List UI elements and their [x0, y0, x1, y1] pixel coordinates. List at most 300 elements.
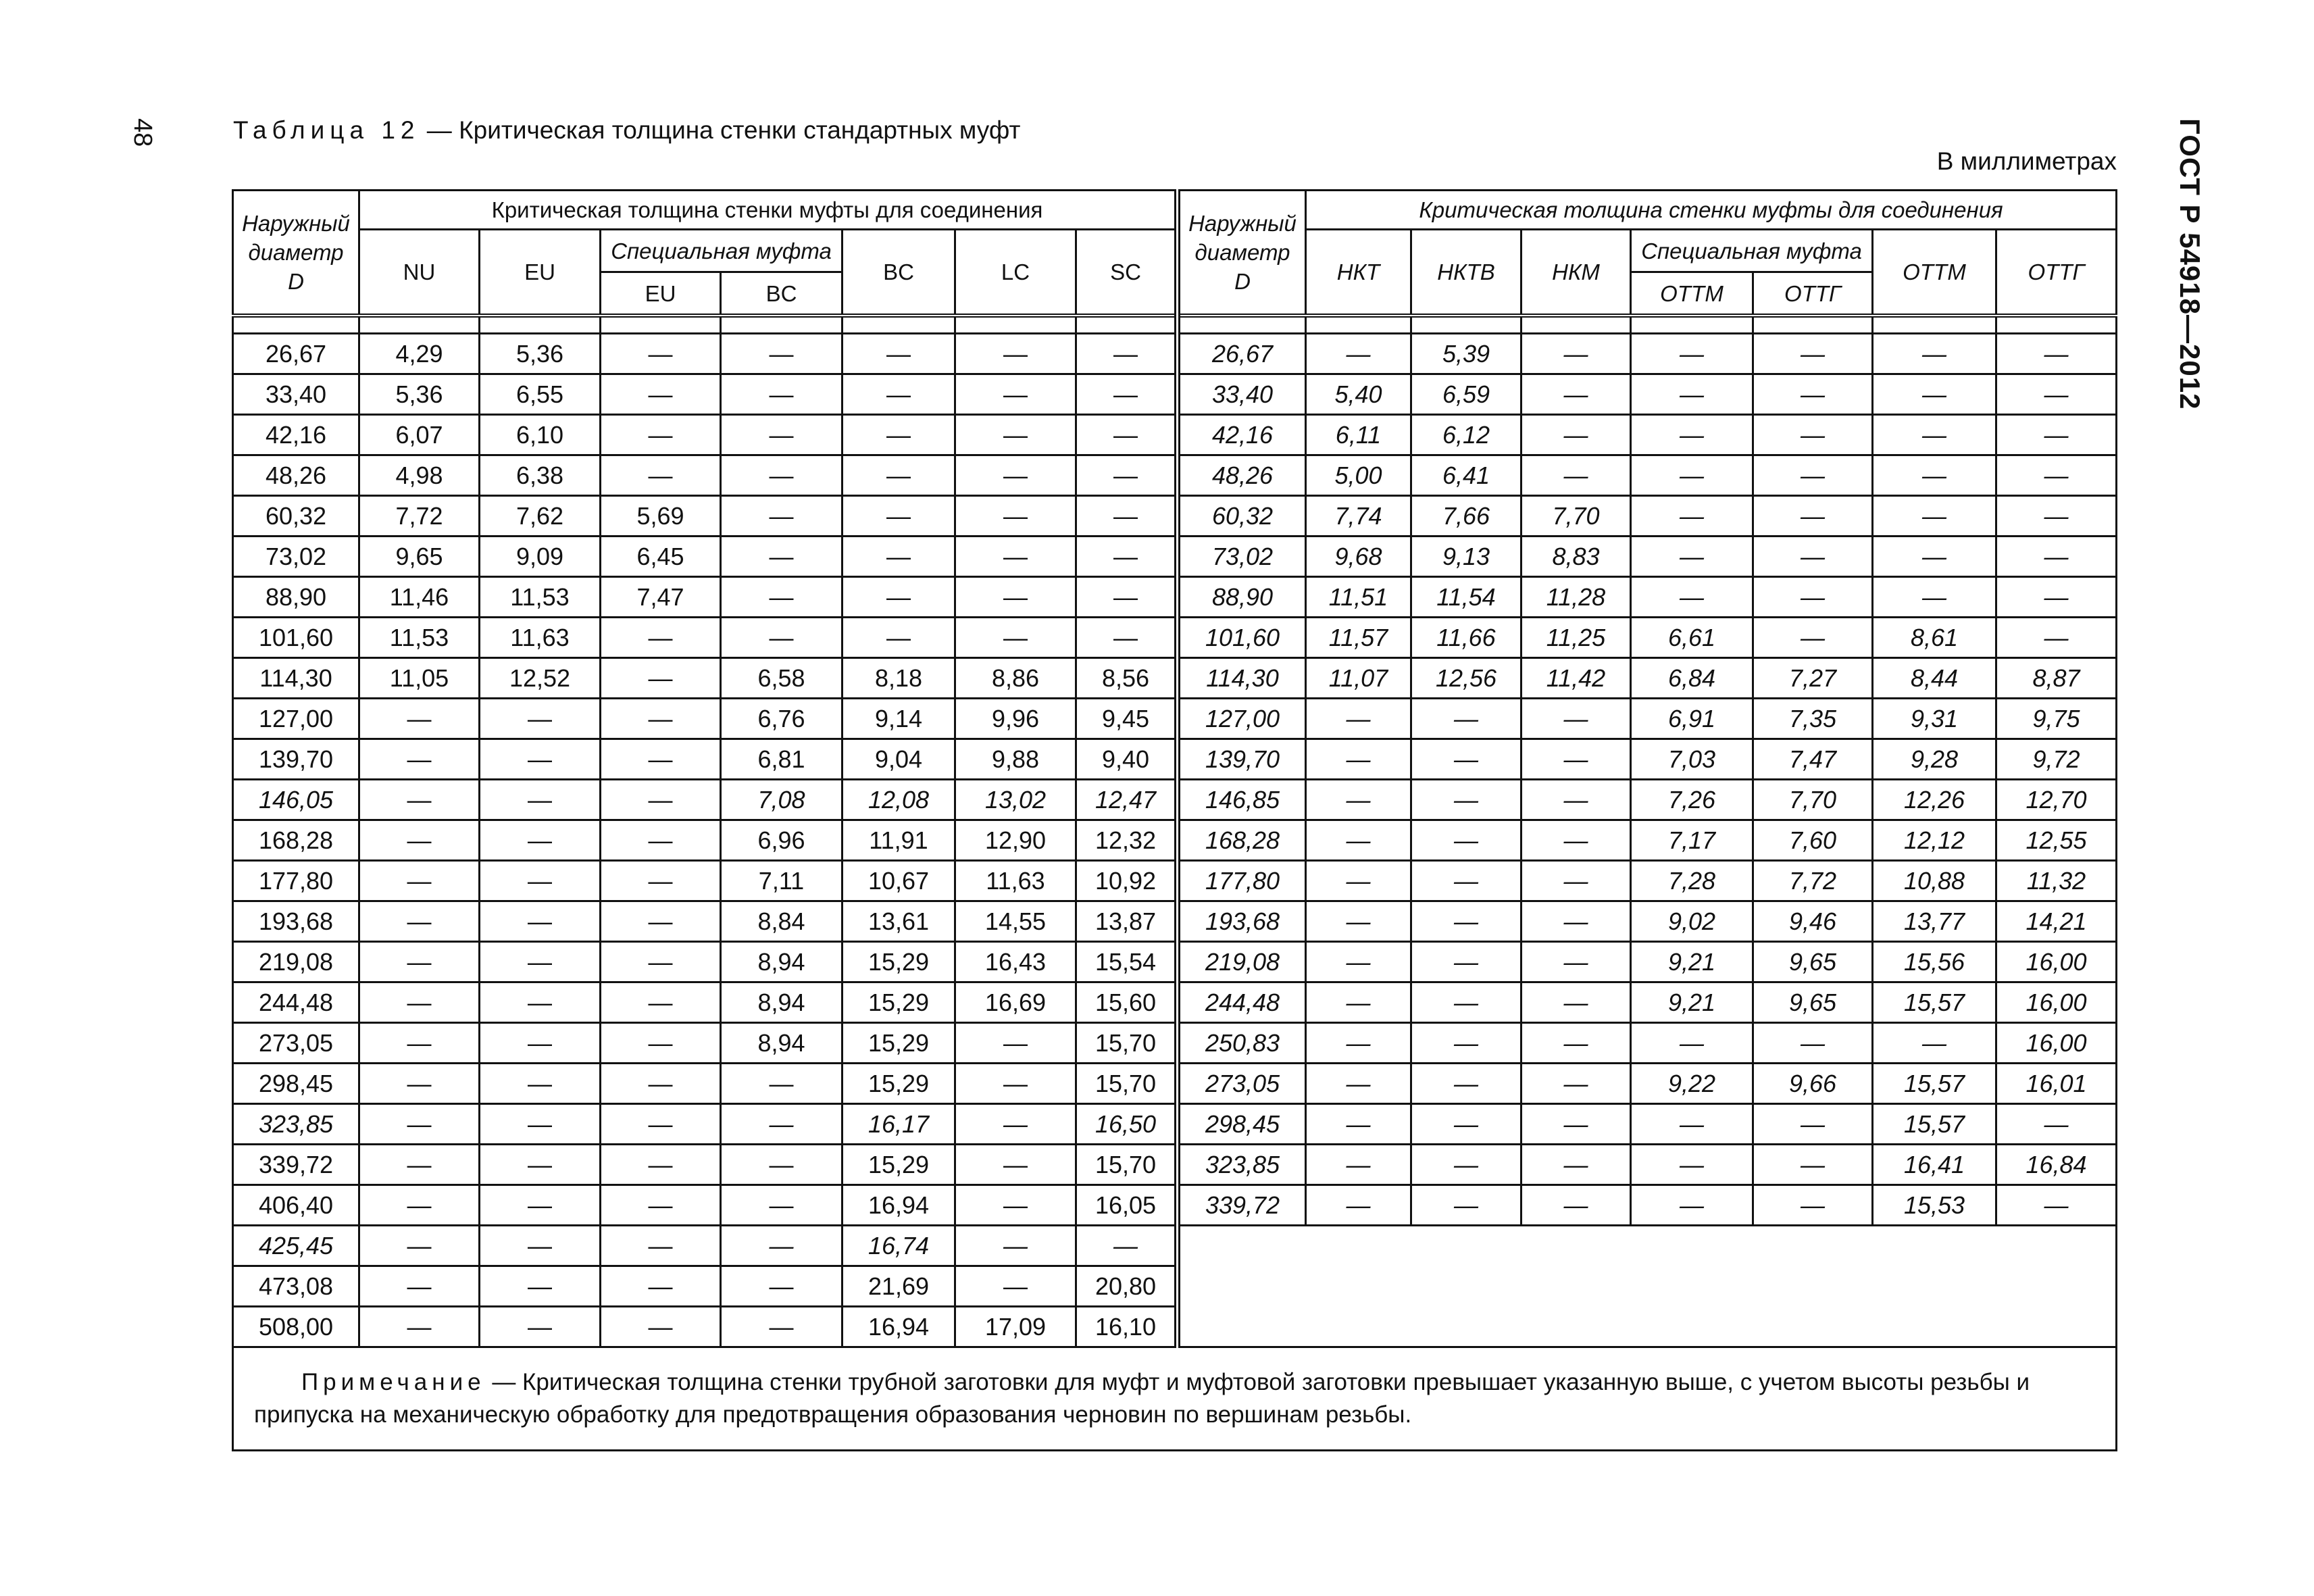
table-caption — [233, 116, 1020, 145]
cell: — — [601, 334, 721, 374]
cell: 16,43 — [955, 942, 1076, 982]
cell: 16,01 — [1996, 1064, 2117, 1104]
cell: — — [955, 1185, 1076, 1226]
cell: 12,90 — [955, 820, 1076, 861]
cell: 13,02 — [955, 780, 1076, 820]
cell: — — [1521, 982, 1631, 1023]
cell: 7,74 — [1306, 496, 1411, 537]
cell: — — [955, 374, 1076, 415]
cell: 250,83 — [1178, 1023, 1306, 1064]
cell: — — [1753, 1185, 1873, 1226]
table-row — [233, 1145, 2117, 1185]
table-row — [233, 658, 2117, 699]
cell: 273,05 — [1178, 1064, 1306, 1104]
cell: 15,70 — [1076, 1145, 1178, 1185]
table-row — [233, 455, 2117, 496]
cell: 5,69 — [601, 496, 721, 537]
cell: 244,48 — [233, 982, 359, 1023]
cell: 8,87 — [1996, 658, 2117, 699]
cell: — — [601, 1266, 721, 1307]
cell: — — [1631, 537, 1753, 577]
cell: 15,53 — [1873, 1185, 1996, 1226]
cell: — — [601, 415, 721, 455]
cell: — — [842, 374, 955, 415]
cell: 7,72 — [359, 496, 480, 537]
cell: 5,00 — [1306, 455, 1411, 496]
cell: 15,29 — [842, 1145, 955, 1185]
cell: — — [1076, 618, 1178, 658]
cell: — — [1631, 334, 1753, 374]
col-header-ottm: ОТТМ — [1873, 230, 1996, 316]
cell: 12,52 — [480, 658, 601, 699]
cell: 168,28 — [1178, 820, 1306, 861]
cell: — — [1076, 496, 1178, 537]
cell: 9,66 — [1753, 1064, 1873, 1104]
cell: 8,61 — [1873, 618, 1996, 658]
cell: — — [955, 1064, 1076, 1104]
cell: 88,90 — [1178, 577, 1306, 618]
cell: 219,08 — [233, 942, 359, 982]
cell: 16,05 — [1076, 1185, 1178, 1226]
cell: — — [721, 1064, 842, 1104]
cell: 16,74 — [842, 1226, 955, 1266]
cell: — — [601, 861, 721, 901]
table-row — [233, 901, 2117, 942]
cell: 7,08 — [721, 780, 842, 820]
cell: 139,70 — [233, 739, 359, 780]
cell: — — [1753, 496, 1873, 537]
cell: — — [359, 1023, 480, 1064]
cell: 9,65 — [1753, 982, 1873, 1023]
cell: 9,02 — [1631, 901, 1753, 942]
cell: 4,98 — [359, 455, 480, 496]
col-header-special-ottm: ОТТМ — [1631, 272, 1753, 316]
cell: — — [1996, 1185, 2117, 1226]
cell: 15,29 — [842, 1023, 955, 1064]
cell: 11,63 — [480, 618, 601, 658]
cell: — — [480, 982, 601, 1023]
cell: — — [1873, 415, 1996, 455]
cell: 9,28 — [1873, 739, 1996, 780]
cell: 15,54 — [1076, 942, 1178, 982]
cell: 33,40 — [233, 374, 359, 415]
cell: 7,72 — [1753, 861, 1873, 901]
cell: — — [601, 982, 721, 1023]
cell: — — [1306, 1185, 1411, 1226]
cell: — — [1411, 982, 1521, 1023]
cell: — — [1996, 1104, 2117, 1145]
cell: — — [359, 1185, 480, 1226]
cell: 11,25 — [1521, 618, 1631, 658]
cell: 6,58 — [721, 658, 842, 699]
cell: — — [1411, 1104, 1521, 1145]
cell: 16,10 — [1076, 1307, 1178, 1347]
cell: 11,54 — [1411, 577, 1521, 618]
table-row — [233, 537, 2117, 577]
cell: — — [1411, 1064, 1521, 1104]
cell: — — [1753, 1104, 1873, 1145]
cell: 26,67 — [1178, 334, 1306, 374]
cell: — — [1411, 1145, 1521, 1185]
col-header-eu: EU — [480, 230, 601, 316]
cell: — — [601, 820, 721, 861]
cell: — — [1753, 1145, 1873, 1185]
col-header-sc: SC — [1076, 230, 1178, 316]
cell: — — [721, 1104, 842, 1145]
cell: 193,68 — [1178, 901, 1306, 942]
cell: 406,40 — [233, 1185, 359, 1226]
cell: 16,84 — [1996, 1145, 2117, 1185]
cell: — — [359, 982, 480, 1023]
cell: 7,17 — [1631, 820, 1753, 861]
cell: 88,90 — [233, 577, 359, 618]
cell: — — [601, 1307, 721, 1347]
cell: — — [359, 901, 480, 942]
col-header-nktv: НКТВ — [1411, 230, 1521, 316]
cell: — — [359, 942, 480, 982]
cell: 168,28 — [233, 820, 359, 861]
cell: 339,72 — [1178, 1185, 1306, 1226]
cell: 20,80 — [1076, 1266, 1178, 1307]
cell: — — [1306, 861, 1411, 901]
cell: 7,70 — [1753, 780, 1873, 820]
cell: 15,29 — [842, 982, 955, 1023]
cell: 8,44 — [1873, 658, 1996, 699]
cell: 6,45 — [601, 537, 721, 577]
cell: — — [480, 699, 601, 739]
cell: 6,11 — [1306, 415, 1411, 455]
cell: — — [1521, 780, 1631, 820]
cell: — — [1996, 496, 2117, 537]
cell: — — [1631, 374, 1753, 415]
cell: 6,81 — [721, 739, 842, 780]
header-row-2 — [233, 230, 2117, 272]
cell: 12,08 — [842, 780, 955, 820]
cell: 323,85 — [1178, 1145, 1306, 1185]
cell: — — [1753, 374, 1873, 415]
cell: — — [601, 374, 721, 415]
cell: 9,04 — [842, 739, 955, 780]
cell: — — [1076, 334, 1178, 374]
cell: 6,91 — [1631, 699, 1753, 739]
cell: 101,60 — [1178, 618, 1306, 658]
cell: — — [480, 1307, 601, 1347]
table-row — [233, 780, 2117, 820]
cell: — — [1521, 1064, 1631, 1104]
cell: 5,40 — [1306, 374, 1411, 415]
cell: — — [721, 537, 842, 577]
cell: — — [1521, 901, 1631, 942]
cell: — — [1521, 1104, 1631, 1145]
cell: — — [1996, 537, 2117, 577]
cell: — — [842, 496, 955, 537]
cell: — — [601, 699, 721, 739]
cell: 9,09 — [480, 537, 601, 577]
cell: — — [1873, 537, 1996, 577]
cell: — — [1411, 780, 1521, 820]
cell: — — [1521, 1023, 1631, 1064]
cell: 7,62 — [480, 496, 601, 537]
cell: — — [1521, 455, 1631, 496]
cell: — — [359, 1307, 480, 1347]
cell: — — [1411, 901, 1521, 942]
cell: 42,16 — [233, 415, 359, 455]
cell: — — [601, 1104, 721, 1145]
cell: — — [1076, 455, 1178, 496]
cell: 177,80 — [1178, 861, 1306, 901]
cell: — — [1306, 1023, 1411, 1064]
col-header-nu: NU — [359, 230, 480, 316]
cell: 9,65 — [359, 537, 480, 577]
cell: 15,60 — [1076, 982, 1178, 1023]
cell: 7,28 — [1631, 861, 1753, 901]
cell: 11,42 — [1521, 658, 1631, 699]
cell: 9,72 — [1996, 739, 2117, 780]
cell: — — [955, 1145, 1076, 1185]
cell: — — [1996, 455, 2117, 496]
cell: 6,61 — [1631, 618, 1753, 658]
cell: 12,70 — [1996, 780, 2117, 820]
cell: 8,94 — [721, 1023, 842, 1064]
cell: 11,53 — [359, 618, 480, 658]
cell: — — [359, 1145, 480, 1185]
caption-text: — Критическая толщина стенки стандартных муфт — [420, 116, 1021, 144]
cell: 7,26 — [1631, 780, 1753, 820]
cell: 9,65 — [1753, 942, 1873, 982]
cell: 323,85 — [233, 1104, 359, 1145]
cell: 298,45 — [1178, 1104, 1306, 1145]
cell: — — [1076, 1226, 1178, 1266]
cell: 11,57 — [1306, 618, 1411, 658]
cell: — — [1996, 334, 2117, 374]
empty-area — [1178, 1226, 2117, 1347]
col-header-lc: LC — [955, 230, 1076, 316]
left-special-header: Специальная муфта — [601, 230, 842, 272]
cell: 425,45 — [233, 1226, 359, 1266]
cell: — — [842, 618, 955, 658]
cell: — — [480, 1226, 601, 1266]
cell: 9,46 — [1753, 901, 1873, 942]
cell: — — [721, 618, 842, 658]
table-row — [233, 415, 2117, 455]
cell: — — [601, 1023, 721, 1064]
note-row — [233, 1347, 2117, 1451]
cell: 11,51 — [1306, 577, 1411, 618]
cell: — — [1306, 820, 1411, 861]
table-row — [233, 739, 2117, 780]
cell: 508,00 — [233, 1307, 359, 1347]
cell: 9,13 — [1411, 537, 1521, 577]
cell: — — [721, 496, 842, 537]
cell: 9,96 — [955, 699, 1076, 739]
cell: 48,26 — [1178, 455, 1306, 496]
cell: 193,68 — [233, 901, 359, 942]
cell: — — [480, 1064, 601, 1104]
col-header-bc: BC — [842, 230, 955, 316]
cell: — — [955, 1023, 1076, 1064]
cell: 9,22 — [1631, 1064, 1753, 1104]
cell: 10,88 — [1873, 861, 1996, 901]
cell: — — [480, 739, 601, 780]
cell: — — [480, 1104, 601, 1145]
cell: — — [1996, 577, 2117, 618]
table-row — [233, 982, 2117, 1023]
cell: — — [480, 780, 601, 820]
table-row — [233, 1104, 2117, 1145]
cell: 15,57 — [1873, 1064, 1996, 1104]
thickness-table — [232, 189, 2117, 1451]
cell: 11,05 — [359, 658, 480, 699]
right-special-header: Специальная муфта — [1631, 230, 1873, 272]
cell: 6,84 — [1631, 658, 1753, 699]
cell: 4,29 — [359, 334, 480, 374]
cell: 5,39 — [1411, 334, 1521, 374]
cell: — — [1753, 577, 1873, 618]
table-row — [233, 1064, 2117, 1104]
cell: 16,69 — [955, 982, 1076, 1023]
cell: 146,05 — [233, 780, 359, 820]
cell: — — [601, 1145, 721, 1185]
left-group-header: Критическая толщина стенки муфты для соединения — [359, 191, 1178, 230]
cell: 13,87 — [1076, 901, 1178, 942]
cell: 15,70 — [1076, 1023, 1178, 1064]
cell: 16,17 — [842, 1104, 955, 1145]
cell: — — [601, 739, 721, 780]
cell: — — [1753, 415, 1873, 455]
cell: — — [359, 699, 480, 739]
cell: 11,28 — [1521, 577, 1631, 618]
cell: — — [601, 618, 721, 658]
cell: — — [1411, 699, 1521, 739]
cell: 12,32 — [1076, 820, 1178, 861]
col-header-nkm: НКМ — [1521, 230, 1631, 316]
cell: — — [1873, 334, 1996, 374]
cell: 15,56 — [1873, 942, 1996, 982]
cell: — — [1306, 901, 1411, 942]
cell: 73,02 — [233, 537, 359, 577]
cell: — — [842, 577, 955, 618]
caption-label: Таблица 12 — [233, 116, 420, 144]
cell: — — [1996, 374, 2117, 415]
cell: 14,21 — [1996, 901, 2117, 942]
cell: 6,96 — [721, 820, 842, 861]
cell: — — [480, 820, 601, 861]
note-text: — Критическая толщина стенки трубной заготовки для муфт и муфтовой заготовки превышает указанную выше, с учетом высоты резьбы и припуска на механическую обработку для предотвращения образования черновин по вершинам резьбы. — [254, 1369, 2030, 1428]
cell: — — [480, 1266, 601, 1307]
cell: — — [721, 1307, 842, 1347]
cell: 6,07 — [359, 415, 480, 455]
cell: — — [955, 618, 1076, 658]
cell: 219,08 — [1178, 942, 1306, 982]
cell: 16,94 — [842, 1307, 955, 1347]
table-row — [233, 618, 2117, 658]
cell: — — [480, 901, 601, 942]
cell: — — [1996, 415, 2117, 455]
cell: — — [1631, 415, 1753, 455]
cell: 11,63 — [955, 861, 1076, 901]
cell: 9,75 — [1996, 699, 2117, 739]
cell: 48,26 — [233, 455, 359, 496]
cell: — — [601, 1064, 721, 1104]
table-row — [233, 1185, 2117, 1226]
cell: 8,18 — [842, 658, 955, 699]
cell: — — [955, 496, 1076, 537]
cell: — — [480, 1145, 601, 1185]
cell: — — [601, 942, 721, 982]
cell: — — [721, 1266, 842, 1307]
cell: — — [1076, 415, 1178, 455]
cell: 6,10 — [480, 415, 601, 455]
cell: 60,32 — [1178, 496, 1306, 537]
left-diameter-header: Наружный диаметр D — [233, 191, 359, 316]
cell: — — [1411, 861, 1521, 901]
cell: — — [601, 455, 721, 496]
cell: 9,68 — [1306, 537, 1411, 577]
cell: — — [1753, 537, 1873, 577]
cell: 177,80 — [233, 861, 359, 901]
cell: 6,38 — [480, 455, 601, 496]
cell: — — [1521, 1185, 1631, 1226]
cell: — — [480, 1023, 601, 1064]
cell: — — [359, 1266, 480, 1307]
cell: 7,35 — [1753, 699, 1873, 739]
col-header-special-bc: BC — [721, 272, 842, 316]
cell: 101,60 — [233, 618, 359, 658]
cell: 12,47 — [1076, 780, 1178, 820]
cell: — — [1306, 739, 1411, 780]
cell: — — [1873, 496, 1996, 537]
cell: — — [1521, 820, 1631, 861]
cell: — — [1521, 334, 1631, 374]
cell: 12,56 — [1411, 658, 1521, 699]
cell: 7,47 — [1753, 739, 1873, 780]
cell: — — [480, 1185, 601, 1226]
cell: — — [1631, 1104, 1753, 1145]
cell: 13,61 — [842, 901, 955, 942]
cell: — — [1521, 739, 1631, 780]
cell: — — [1521, 861, 1631, 901]
right-group-header: Критическая толщина стенки муфты для соединения — [1306, 191, 2117, 230]
cell: 15,57 — [1873, 982, 1996, 1023]
col-header-ottg: ОТТГ — [1996, 230, 2117, 316]
right-diameter-header: Наружный диаметр D — [1178, 191, 1306, 316]
cell: 60,32 — [233, 496, 359, 537]
cell: 11,07 — [1306, 658, 1411, 699]
cell: 33,40 — [1178, 374, 1306, 415]
cell: — — [480, 861, 601, 901]
header-row-1 — [233, 191, 2117, 230]
cell: 127,00 — [1178, 699, 1306, 739]
cell: 14,55 — [955, 901, 1076, 942]
cell: 6,76 — [721, 699, 842, 739]
cell: — — [721, 1185, 842, 1226]
cell: 273,05 — [233, 1023, 359, 1064]
cell: — — [1306, 942, 1411, 982]
cell: 7,66 — [1411, 496, 1521, 537]
cell: 9,31 — [1873, 699, 1996, 739]
cell: — — [1873, 577, 1996, 618]
cell: — — [1631, 496, 1753, 537]
cell: — — [1631, 577, 1753, 618]
cell: 8,84 — [721, 901, 842, 942]
cell: 298,45 — [233, 1064, 359, 1104]
cell: — — [1631, 1185, 1753, 1226]
cell: — — [1306, 780, 1411, 820]
table-row — [233, 942, 2117, 982]
cell: 8,83 — [1521, 537, 1631, 577]
cell: 339,72 — [233, 1145, 359, 1185]
cell: — — [359, 820, 480, 861]
